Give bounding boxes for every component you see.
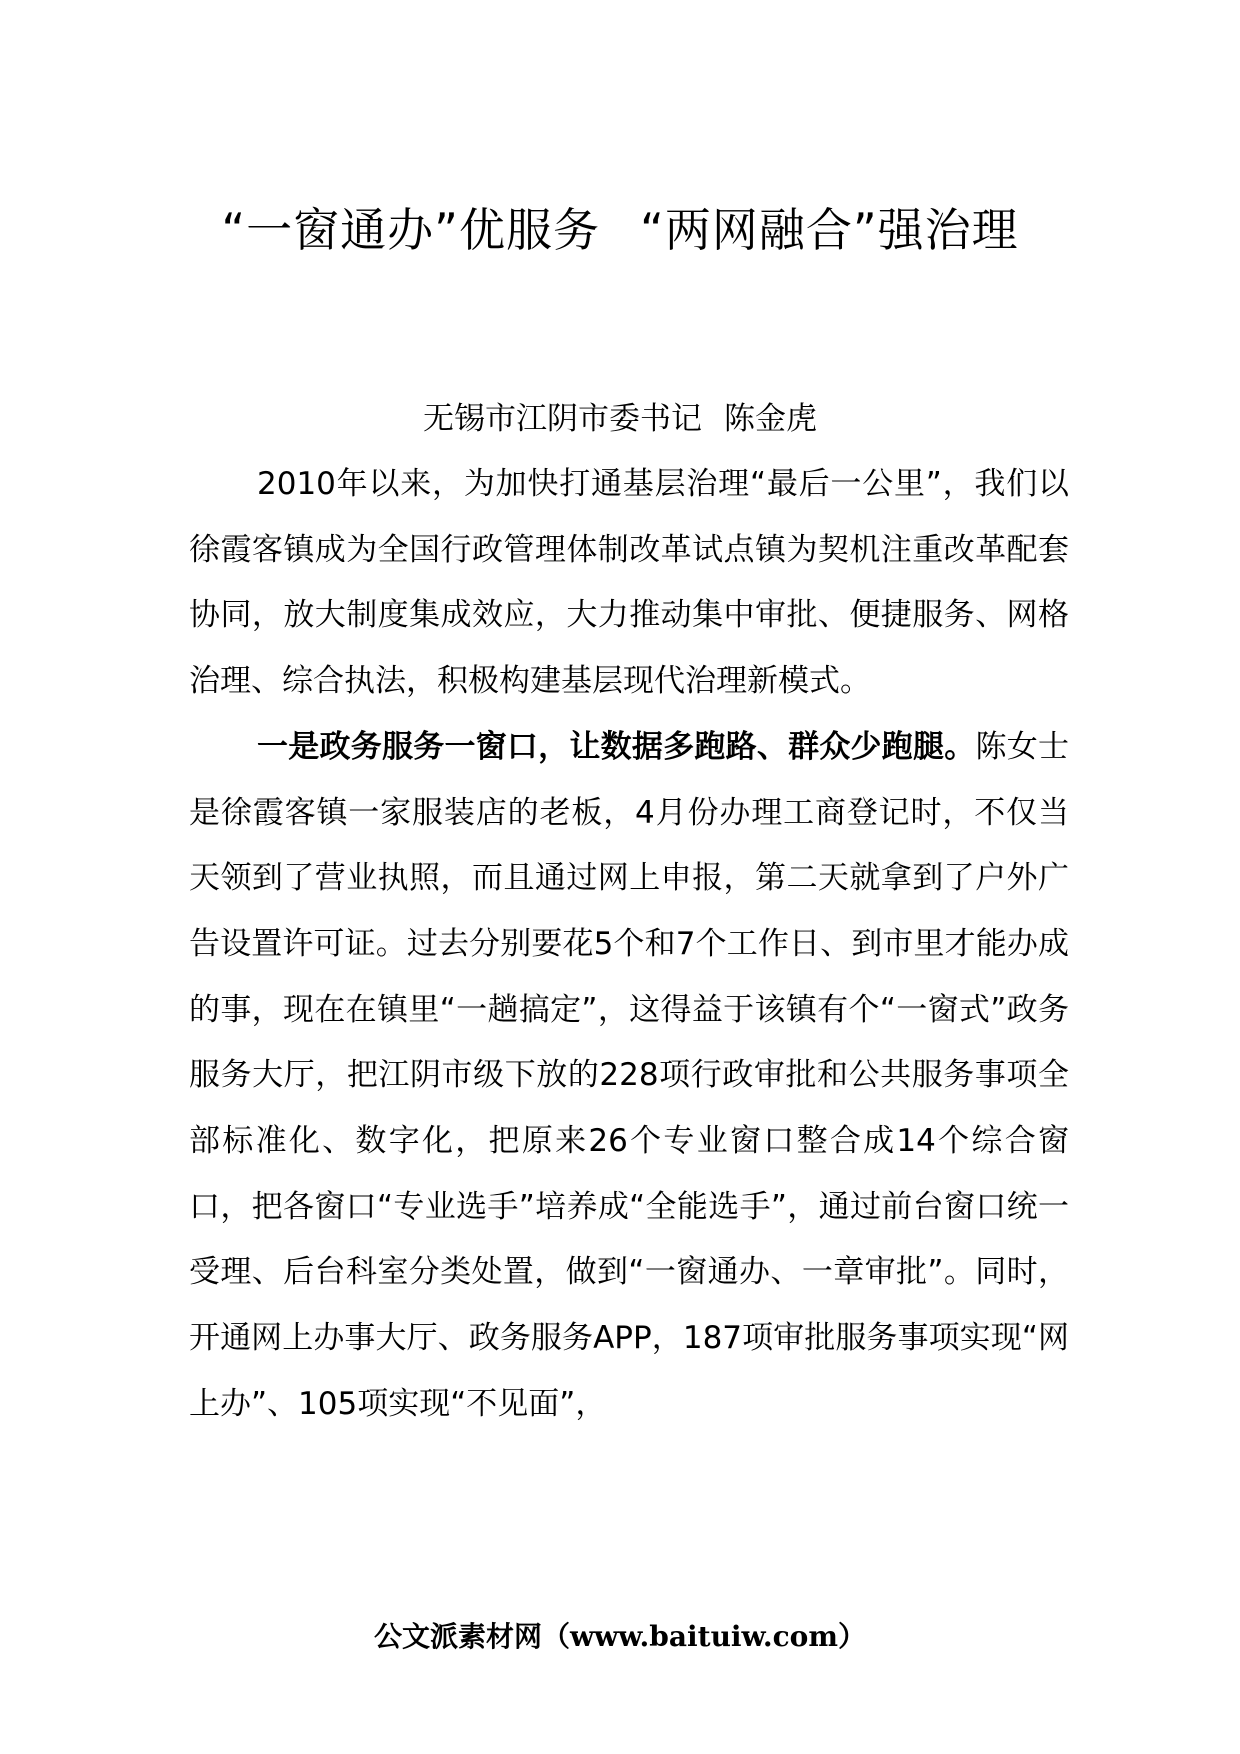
paragraph-point-one: [189, 715, 1069, 1438]
footer-watermark: 公文派素材网（www.baituiw.com）: [374, 1620, 866, 1653]
paragraph-lead-sentence: 一是政务服务一窗口，让数据多跑路、群众少跑腿。: [257, 728, 976, 765]
title-part-1: “一窗通办”优服务: [221, 203, 600, 257]
paragraph-intro: 2010年以来，为加快打通基层治理“最后一公里”，我们以徐霞客镇成为全国行政管理体制改革试点镇为契机注重改革配套协同，放大制度集成效应，大力推动集中审批、便捷服务、网格治理、综合执法，积极构建基层现代治理新模式。: [189, 466, 1069, 700]
document-title: [0, 198, 1240, 262]
article-body: [189, 452, 1069, 1438]
paragraph-body-text: 陈女士是徐霞客镇一家服装店的老板，4月份办理工商登记时，不仅当天领到了营业执照，而且通过网上申报，第二天就拿到了户外广告设置许可证。过去分别要花5个和7个工作日、到市里才能办成的事，现在在镇里“一趟搞定”，这得益于该镇有个“一窗式”政务服务大厅，把江阴市级下放的228项行政审批和公共服务事项全部标准化、数字化，把原来26个专业窗口整合成14个综合窗口，把各窗口“专业选手”培养成“全能选手”，通过前台窗口统一受理、后台科室分类处置，做到“一窗通办、一章审批”。同时，开通网上办事大厅、政务服务APP，187项审批服务事项实现“网上办”、105项实现“不见面”，: [189, 728, 1070, 1422]
title-part-2: “两网融合”强治理: [640, 203, 1019, 257]
author-name: 陈金虎: [724, 401, 817, 437]
author-role: 无锡市江阴市委书记: [423, 401, 702, 437]
author-byline: [0, 395, 1240, 443]
